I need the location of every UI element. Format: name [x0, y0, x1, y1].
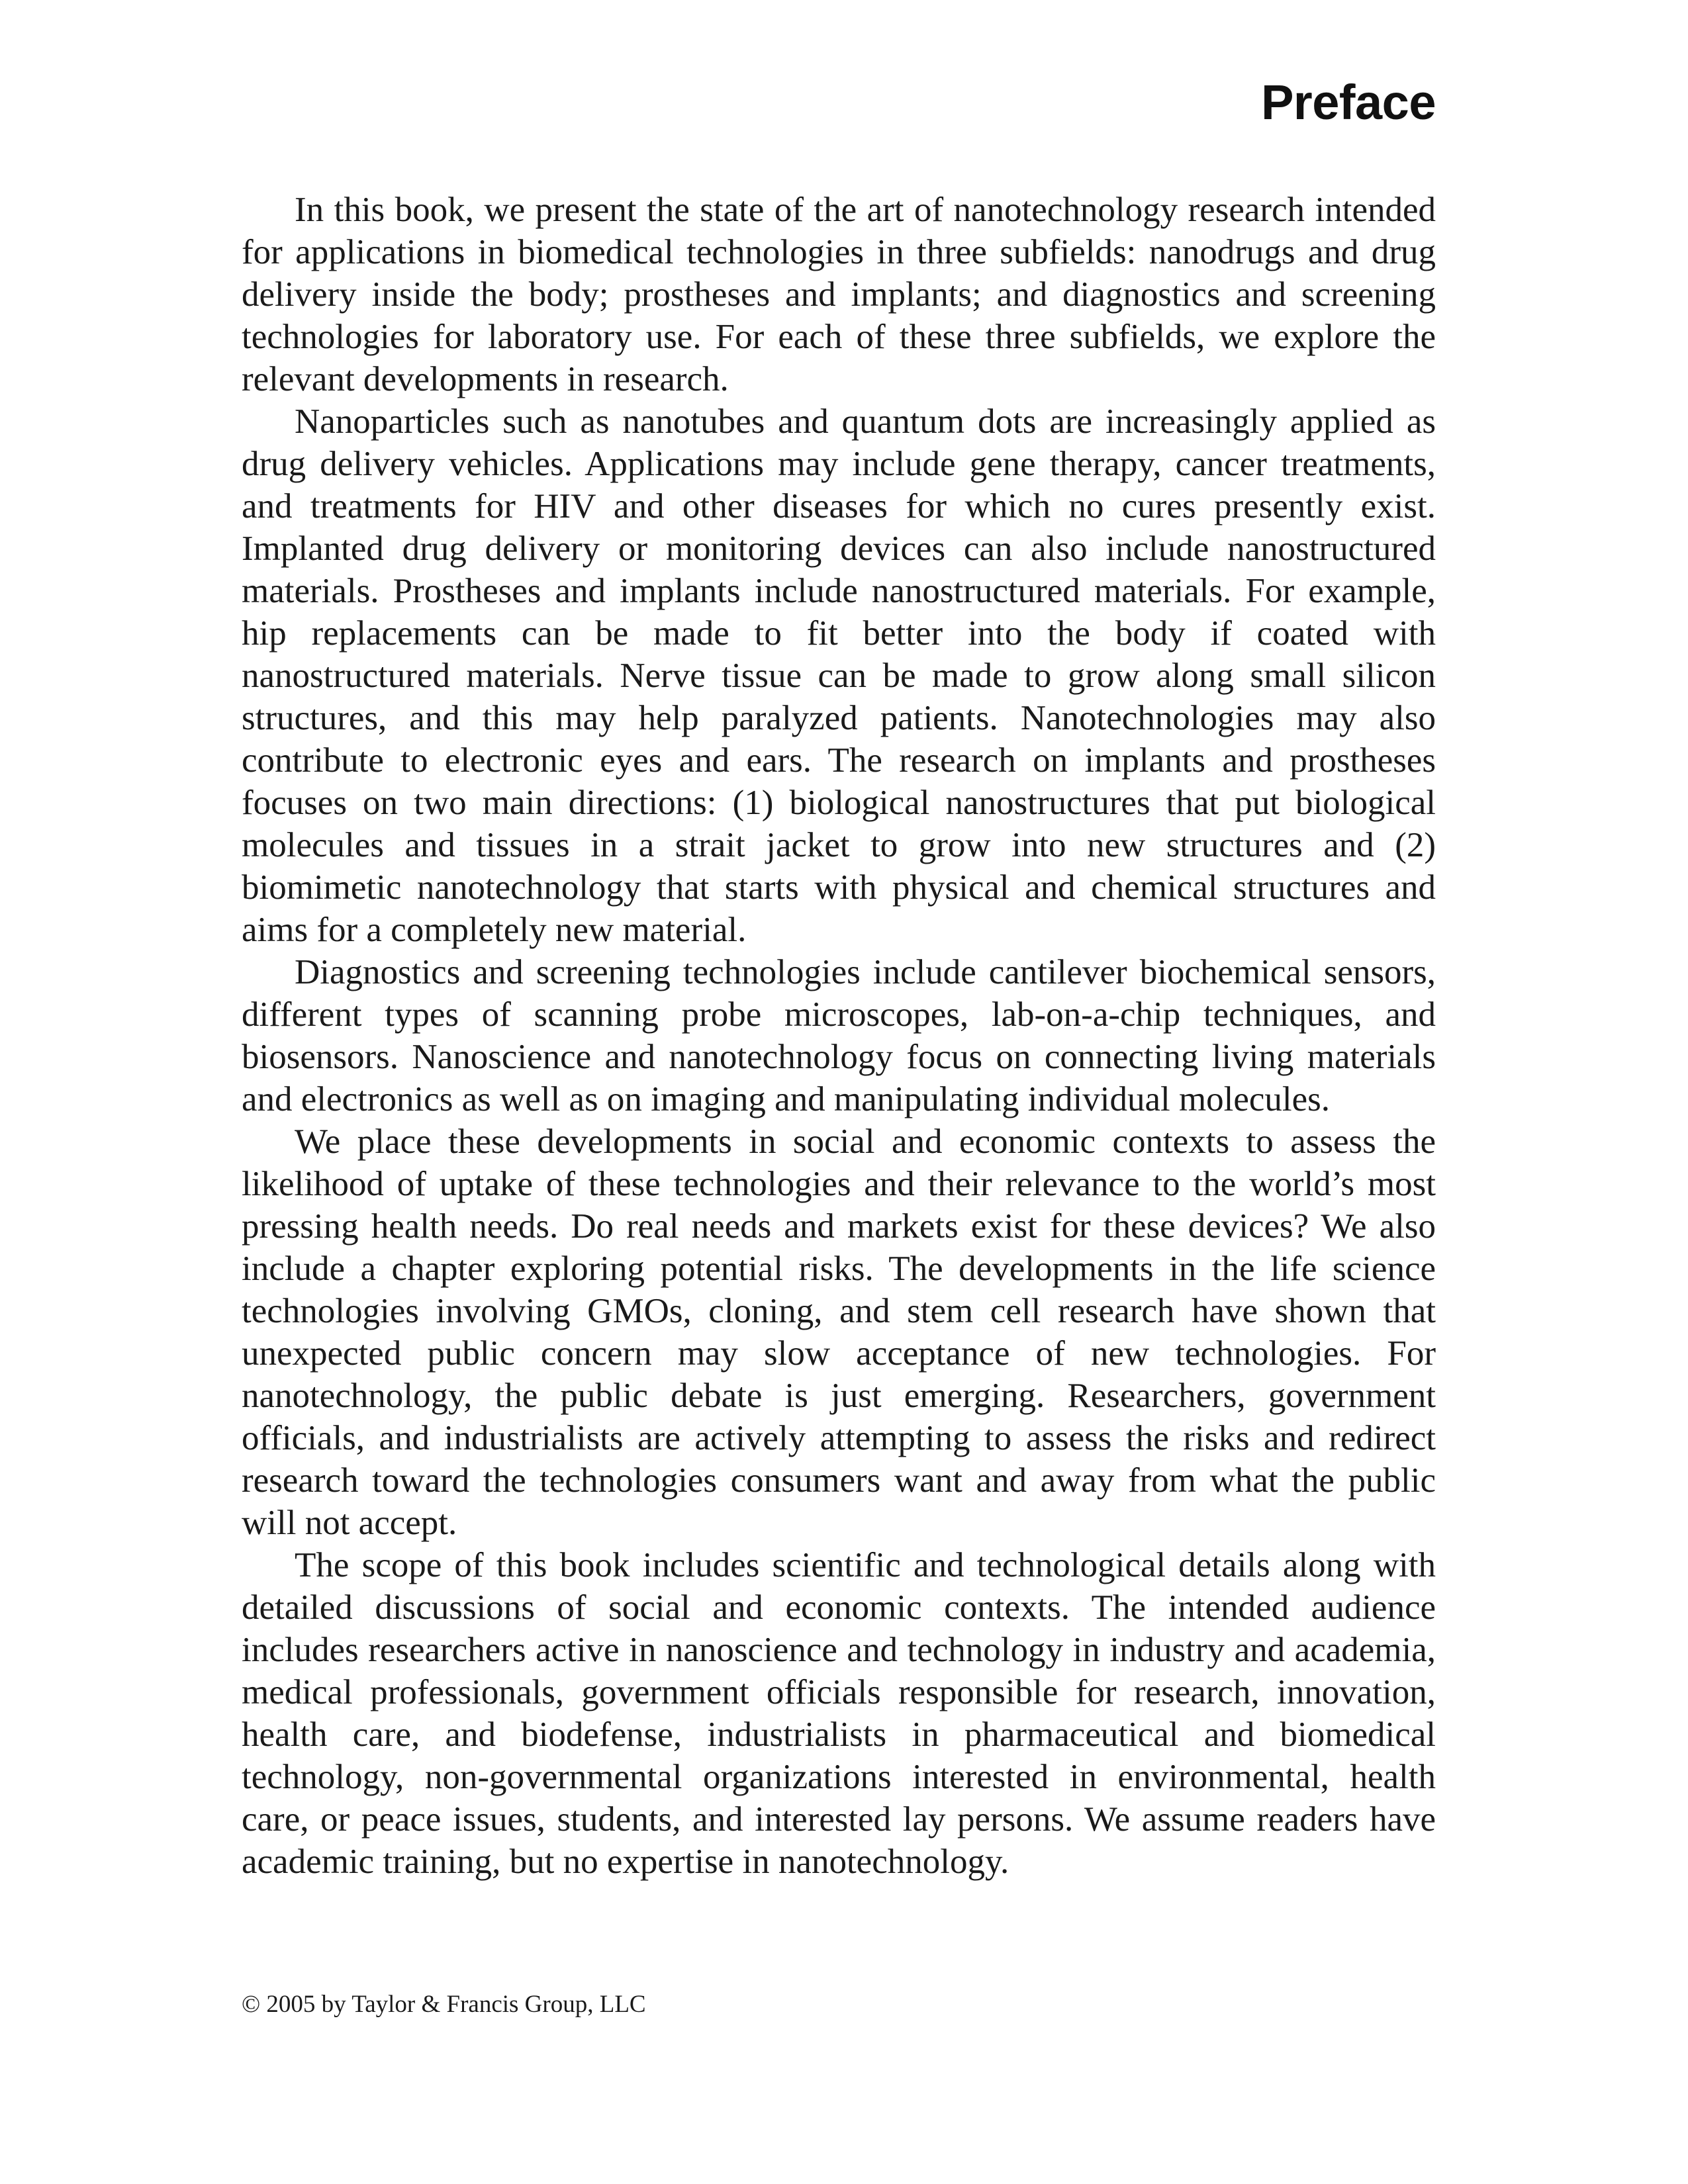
page-title: Preface: [1261, 75, 1436, 130]
paragraph-3: Diagnostics and screening technologies include cantilever biochemical sensors, different types of scanning probe microscopes, lab-on-a-chip techniques, and biosensors. Nanoscience and nanotechnology focus on connecting living materials and electronics as well as on imaging and manipulating individual molecules.: [242, 953, 1436, 1118]
paragraph-5: The scope of this book includes scientific and technological details along with detailed discussions of social and economic contexts. The intended audience includes researchers active in nanoscience and technology in industry and academia, medical professionals, government officials responsible for research, innovation, health care, and biodefense, industrialists in pharmaceutical and biomedical technology, non-governmental organizations interested in environmental, health care, or peace issues, students, and interested lay persons. We assume readers have academic training, but no expertise in nanotechnology.: [242, 1546, 1436, 1881]
paragraph-2: Nanoparticles such as nanotubes and quantum dots are increasingly applied as drug delivery vehicles. Applications may include gene therapy, cancer treatments, and treatments for HIV and other diseases for which no cures presently exist. Implanted drug delivery or monitoring devices can also include nanostructured materials. Prostheses and implants include nanostructured materials. For example, hip replacements can be made to fit better into the body if coated with nanostructured materials. Nerve tissue can be made to grow along small silicon structures, and this may help paralyzed patients. Nanotechnologies may also contribute to electronic eyes and ears. The research on implants and prostheses focuses on two main directions: (1) biological nanostructures that put biological molecules and tissues in a strait jacket to grow into new structures and (2) biomimetic nanotechnology that starts with physical and chemical structures and aims for a completely new material.: [242, 402, 1436, 949]
paragraph-1: In this book, we present the state of the art of nanotechnology research intended for applications in biomedical technologies in three subfields: nanodrugs and drug delivery inside the body; prostheses and implants; and diagnostics and screening technologies for laboratory use. For each of these three subfields, we explore the relevant developments in research.: [242, 191, 1436, 398]
copyright-footer: © 2005 by Taylor & Francis Group, LLC: [242, 1991, 646, 2018]
paragraph-4: We place these developments in social and economic contexts to assess the likelihood of uptake of these technologies and their relevance to the world’s most pressing health needs. Do real needs and markets exist for these devices? We also include a chapter exploring potential risks. The developments in the life science technologies involving GMOs, cloning, and stem cell research have shown that unexpected public concern may slow acceptance of new technologies. For nanotechnology, the public debate is just emerging. Researchers, government officials, and industrialists are actively attempting to assess the risks and redirect research toward the technologies consumers want and away from what the public will not accept.: [242, 1122, 1436, 1542]
preface-body: [242, 189, 1436, 1883]
